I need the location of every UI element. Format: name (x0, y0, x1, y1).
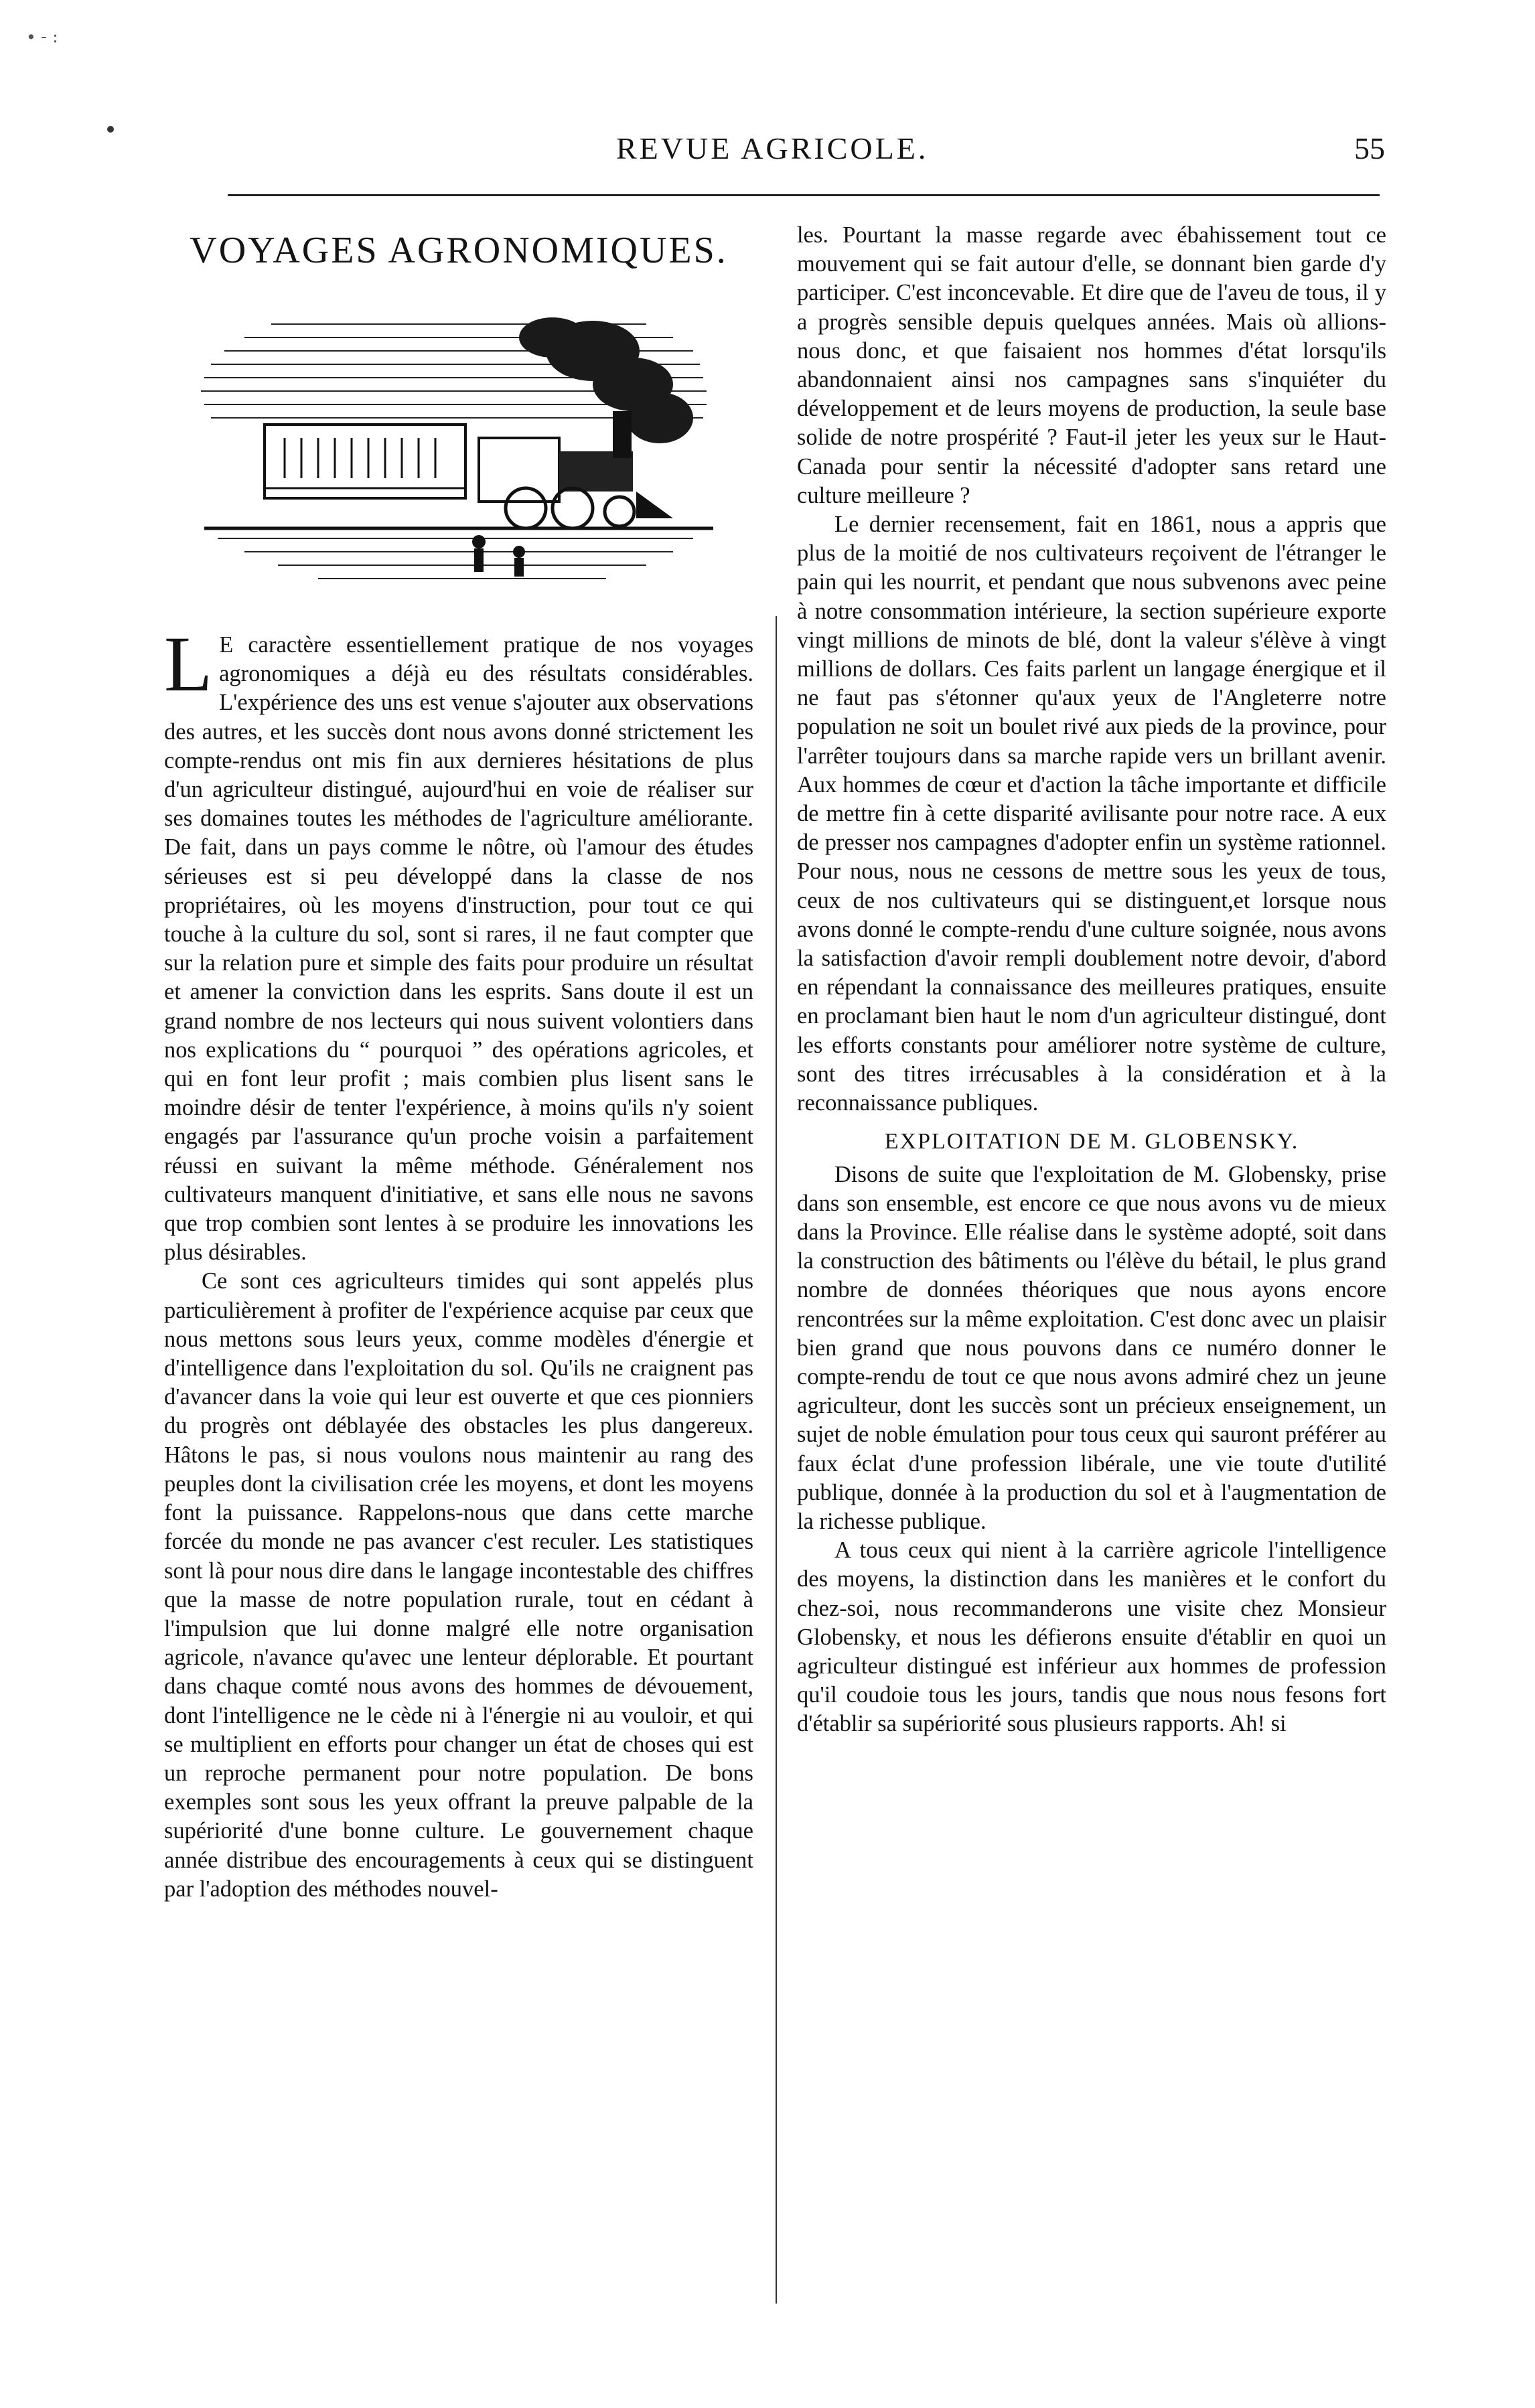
article-paragraph: Disons de suite que l'exploitation de M. Globensky, prise dans son ensemble, est encore ce que nous avons vu de mieux dans la Province. Elle réalise dans le système adopté, soit dans la construction des bâtiments ou l'élève du bétail, le plus grand nombre de données théoriques que nous ayons encore rencontrées sur la même exploitation. C'est donc avec un plaisir bien grand que nous pouvons dans ce numéro donner le compte-rendu de tout ce que nous avons admiré chez un jeune agriculteur, dont les succès sont un précieux enseignement, un sujet de noble émulation pour tous ceux qui sauront préférer au faux éclat d'une profession libérale, une vie toute d'utilité publique, donnée à la production du sol et à l'augmentation de la richesse publique. (797, 1161, 1386, 1534)
steam-locomotive-engraving-icon (164, 277, 753, 625)
article-paragraph: Le dernier recensement, fait en 1861, nous a appris que plus de la moitié de nos cultivateurs reçoivent de l'étranger le pain qui les nourrit, et pendant que nous subvenons avec peine à notre consommation intérieure, la section supérieure exporte vingt millions de minots de blé, dont la valeur s'élève à vingt millions de dollars. Ces faits parlent un langage énergique et il ne faut pas s'étonner qu'aux yeux de l'Angleterre notre population ne soit un boulet rivé aux pieds de la province, pour l'arrêter toujours dans sa marche rapide vers un brillant avenir. Aux hommes de cœur et d'action la tâche importante et difficile de mettre fin à cette disparité avilisante pour notre race. A eux de presser nos campagnes d'adopter enfin un système rationnel. Pour nous, nous ne cessons de mettre sous les yeux de tous, ceux de nos cultivateurs qui se distinguent,et lorsque nous avons donné le compte-rendu d'une culture soignée, nous avons la satisfaction d'avoir rempli doublement notre devoir, d'abord en répendant la connaissance des meilleures pratiques, ensuite en proclamant bien haut le nom d'un agriculteur distingué, dont les efforts constants pour améliorer notre système de culture, sont des titres irrécusables à la considération et à la reconnaissance publiques. (797, 512, 1386, 1116)
article-paragraph: Ce sont ces agriculteurs timides qui sont appelés plus particulièrement à profiter de l'expérience acquise par ceux que nous mettons sous leurs yeux, comme modèles d'énergie et d'intelligence dans l'exploitation du sol. Qu'ils ne craignent pas d'avancer dans la voie qui leur est ouverte et que ces pionniers du progrès ont déblayée des obstacles les plus dangereux. Hâtons le pas, si nous voulons nous maintenir au rang des peuples dont la civilisation crée les moyens, et dont les moyens font la puissance. Rappelons-nous que dans cette marche forcée du monde ne pas avancer c'est reculer. Les statistiques sont là pour nous dire dans le langage incontestable des chiffres que la masse de notre population rurale, tout en cédant à l'impulsion que lui donne malgré elle notre organisation agricole, n'avance qu'avec une lenteur déplorable. Et pourtant dans chaque comté nous avons des hommes de dévouement, dont l'intelligence ne le cède ni à l'énergie ni au vouloir, et qui se multiplient en efforts pour changer un état de choses qui est un reproche permanent pour notre population. De bons exemples sont sous les yeux offrant la preuve palpable de la supériorité d'une bonne culture. Le gouvernement chaque année distribue des encouragements à ceux qui se distinguent par l'adoption des méthodes nouvel- (164, 1268, 753, 1902)
subsection-title: EXPLOITATION DE M. GLOBENSKY. (884, 1129, 1299, 1154)
drop-cap: L (164, 620, 213, 708)
header-rule (228, 194, 1380, 196)
column-divider (776, 616, 777, 2304)
left-column (164, 221, 753, 1904)
running-title: REVUE AGRICOLE. (616, 131, 929, 165)
right-column (797, 221, 1386, 1739)
page-number: 55 (1354, 131, 1385, 165)
margin-dot (107, 126, 114, 133)
article-paragraph-text: E caractère essentiellement pratique de nos voyages agronomiques a déjà eu des résultats considérables. L'expérience des uns est venue s'ajouter aux observations des autres, et les succès dont nous avons donné strictement les compte-rendus ont mis fin aux dernieres hésitations de plus d'un agriculteur distingué, aujourd'hui en voie de réaliser sur ses domaines toutes les méthodes de l'agriculture améliorante. De fait, dans un pays comme le nôtre, où l'amour des études sérieuses est si peu développé dans la classe de nos propriétaires, où les moyens d'instruction, pour tout ce qui touche à la culture du sol, sont si rares, il ne faut compter que sur la relation pure et simple des faits pour produire un résultat et amener la conviction dans les esprits. Sans doute il est un grand nombre de nos lecteurs qui nous suivent volontiers dans nos explications du “ pourquoi ” des opérations agricoles, et qui en font leur profit ; mais combien plus lisent sans le moindre désir de tenter l'expérience, à moins qu'ils n'y soient engagés par l'assurance qu'un proche voisin a parfaitement réussi en suivant la même méthode. Généralement nos cultivateurs manquent d'initiative, et sans elle nous ne savons que trop combien sont lentes à se produire les innovations les plus désirables. (164, 632, 753, 1266)
article-paragraph: les. Pourtant la masse regarde avec ébahissement tout ce mouvement qui se fait autour d'elle, se donnant bien garde d'y participer. C'est inconcevable. Et dire que de l'aveu de tous, il y a progrès sensible depuis quelques années. Mais où allions-nous donc, et que faisaient nos hommes d'état lorsqu'ils abandonnaient ainsi nos campagnes sans s'inquiéter du développement et de leurs moyens de production, la seule base solide de notre prospérité ? Faut-il jeter les yeux sur le Haut-Canada pour sentir la nécessité d'adopter sans retard une culture meilleure ? (797, 222, 1386, 508)
article-paragraph (164, 620, 753, 1267)
article-title: VOYAGES AGRONOMIQUES. (190, 230, 728, 271)
corner-mark: ∙ - : (27, 27, 58, 47)
article-paragraph: A tous ceux qui nient à la carrière agricole l'intelligence des moyens, la distinction dans les manières et le confort du chez-soi, nous recommanderons une visite chez Monsieur Globensky, et nous les défierons ensuite d'établir en quoi un agriculteur distingué est inférieur aux hommes de profession qu'il coudoie tous les jours, tandis que nous nous fesons fort d'établir sa supériorité sous plusieurs rapports. Ah! si (797, 1537, 1386, 1737)
